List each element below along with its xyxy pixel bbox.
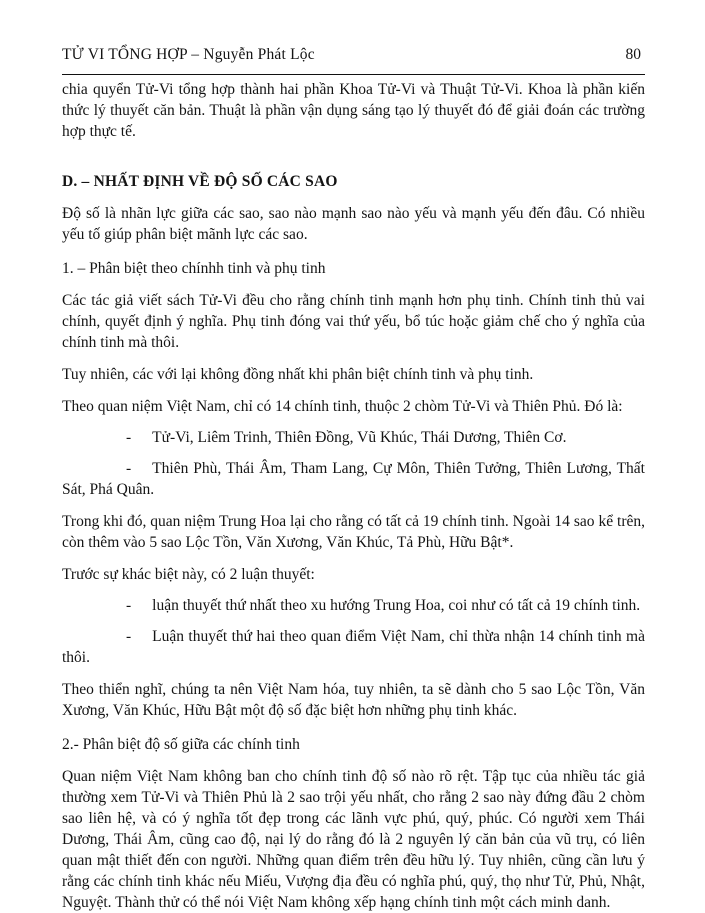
bullet-dash: - xyxy=(126,429,132,446)
paragraph-tuynhien: Tuy nhiên, các với lại không đồng nhất khi phân biệt chính tinh và phụ tinh. xyxy=(62,366,534,383)
bullet-dash: - xyxy=(126,460,132,477)
paragraph-theothien: Theo thiển nghĩ, chúng ta nên Việt Nam hóa, tuy nhiên, ta sẽ dành cho 5 sao Lộc Tồn, Văn Xương, Văn Khúc, Hữu Bật một độ số đặc biệt hơn những phụ tinh khác. xyxy=(62,681,645,719)
list-item-chinh-tinh-2 xyxy=(62,458,645,500)
list-item-text: luận thuyết thứ nhất theo xu hướng Trung Hoa, coi như có tất cả 19 chính tinh. xyxy=(152,597,641,614)
list-item-luan-thuyet-2 xyxy=(62,626,645,668)
page-number: 80 xyxy=(625,46,641,63)
list-item-luan-thuyet-1 xyxy=(62,595,645,616)
running-title: TỬ VI TỔNG HỢP – Nguyễn Phát Lộc xyxy=(62,46,315,63)
list-item-chinh-tinh-1 xyxy=(62,427,645,448)
header-divider xyxy=(62,74,645,75)
list-item-text: Tử-Vi, Liêm Trinh, Thiên Đồng, Vũ Khúc, Thái Dương, Thiên Cơ. xyxy=(152,429,567,446)
section-heading-d: D. – NHẤT ĐỊNH VỀ ĐỘ SỐ CÁC SAO xyxy=(62,173,338,190)
bullet-dash: - xyxy=(126,628,132,645)
list-item-text: Luận thuyết thứ hai theo quan điểm Việt Nam, chỉ thừa nhận 14 chính tinh mà thôi. xyxy=(62,628,645,666)
paragraph-quanniem: Quan niệm Việt Nam không ban cho chính tinh độ số nào rõ rệt. Tập tục của nhiều tác giả thường xem Tử-Vi và Thiên Phủ là 2 sao trội yếu nhất, cho rằng 2 sao này đứng đầu 2 chòm sao liên hệ, và có ý nghĩa tốt đẹp trong các lãnh vực phú, quý, phúc. Có người xem Thái Dương, Thái Âm, cũng cao độ, nại lý do rằng đó là 2 nguyên lý căn bản của vũ trụ, có liên quan mật thiết đến con người. Những quan điểm trên đều hữu lý. Tuy nhiên, cũng cần lưu ý rằng các chính tinh khác nếu Miếu, Vượng địa đều có nghĩa phú, quý, thọ như Tử, Phủ, Nhật, Nguyệt. Thành thử có thể nói Việt Nam không xếp hạng chính tinh một cách minh danh. xyxy=(62,768,645,911)
list-item-text: Thiên Phù, Thái Âm, Tham Lang, Cự Môn, Thiên Tưởng, Thiên Lương, Thất Sát, Phá Quân. xyxy=(62,460,645,498)
page-header xyxy=(62,44,645,65)
bullet-dash: - xyxy=(126,597,132,614)
sub-heading-2: 2.- Phân biệt độ số giữa các chính tinh xyxy=(62,736,300,753)
paragraph-doso: Độ số là nhãn lực giữa các sao, sao nào mạnh sao nào yếu và mạnh yếu đến đâu. Có nhiều yếu tố giúp phân biệt mãnh lực các sao. xyxy=(62,205,645,243)
paragraph-tacgia: Các tác giả viết sách Tử-Vi đều cho rằng chính tinh mạnh hơn phụ tinh. Chính tinh thủ vai chính, quyết định ý nghĩa. Phụ tinh đóng vai thứ yếu, bổ túc hoặc giảm chế cho ý nghĩa của chính tinh mà thôi. xyxy=(62,292,645,351)
paragraph-trongkhido: Trong khi đó, quan niệm Trung Hoa lại cho rằng có tất cả 19 chính tinh. Ngoài 14 sao kể trên, còn thêm vào 5 sao Lộc Tồn, Văn Xương, Văn Khúc, Tả Phù, Hữu Bật*. xyxy=(62,513,645,551)
sub-heading-1: 1. – Phân biệt theo chínhh tinh và phụ tinh xyxy=(62,260,326,277)
paragraph-intro: chia quyển Tử-Vi tổng hợp thành hai phần Khoa Tử-Vi và Thuật Tử-Vi. Khoa là phần kiến thức lý thuyết căn bản. Thuật là phần vận dụng sáng tạo lý thuyết đó để giải đoán các trường hợp thực tế. xyxy=(62,81,645,140)
paragraph-truocsu: Trước sự khác biệt này, có 2 luận thuyết: xyxy=(62,566,315,583)
paragraph-theoquanniem: Theo quan niệm Việt Nam, chỉ có 14 chính tinh, thuộc 2 chòm Tử-Vi và Thiên Phủ. Đó là: xyxy=(62,398,623,415)
